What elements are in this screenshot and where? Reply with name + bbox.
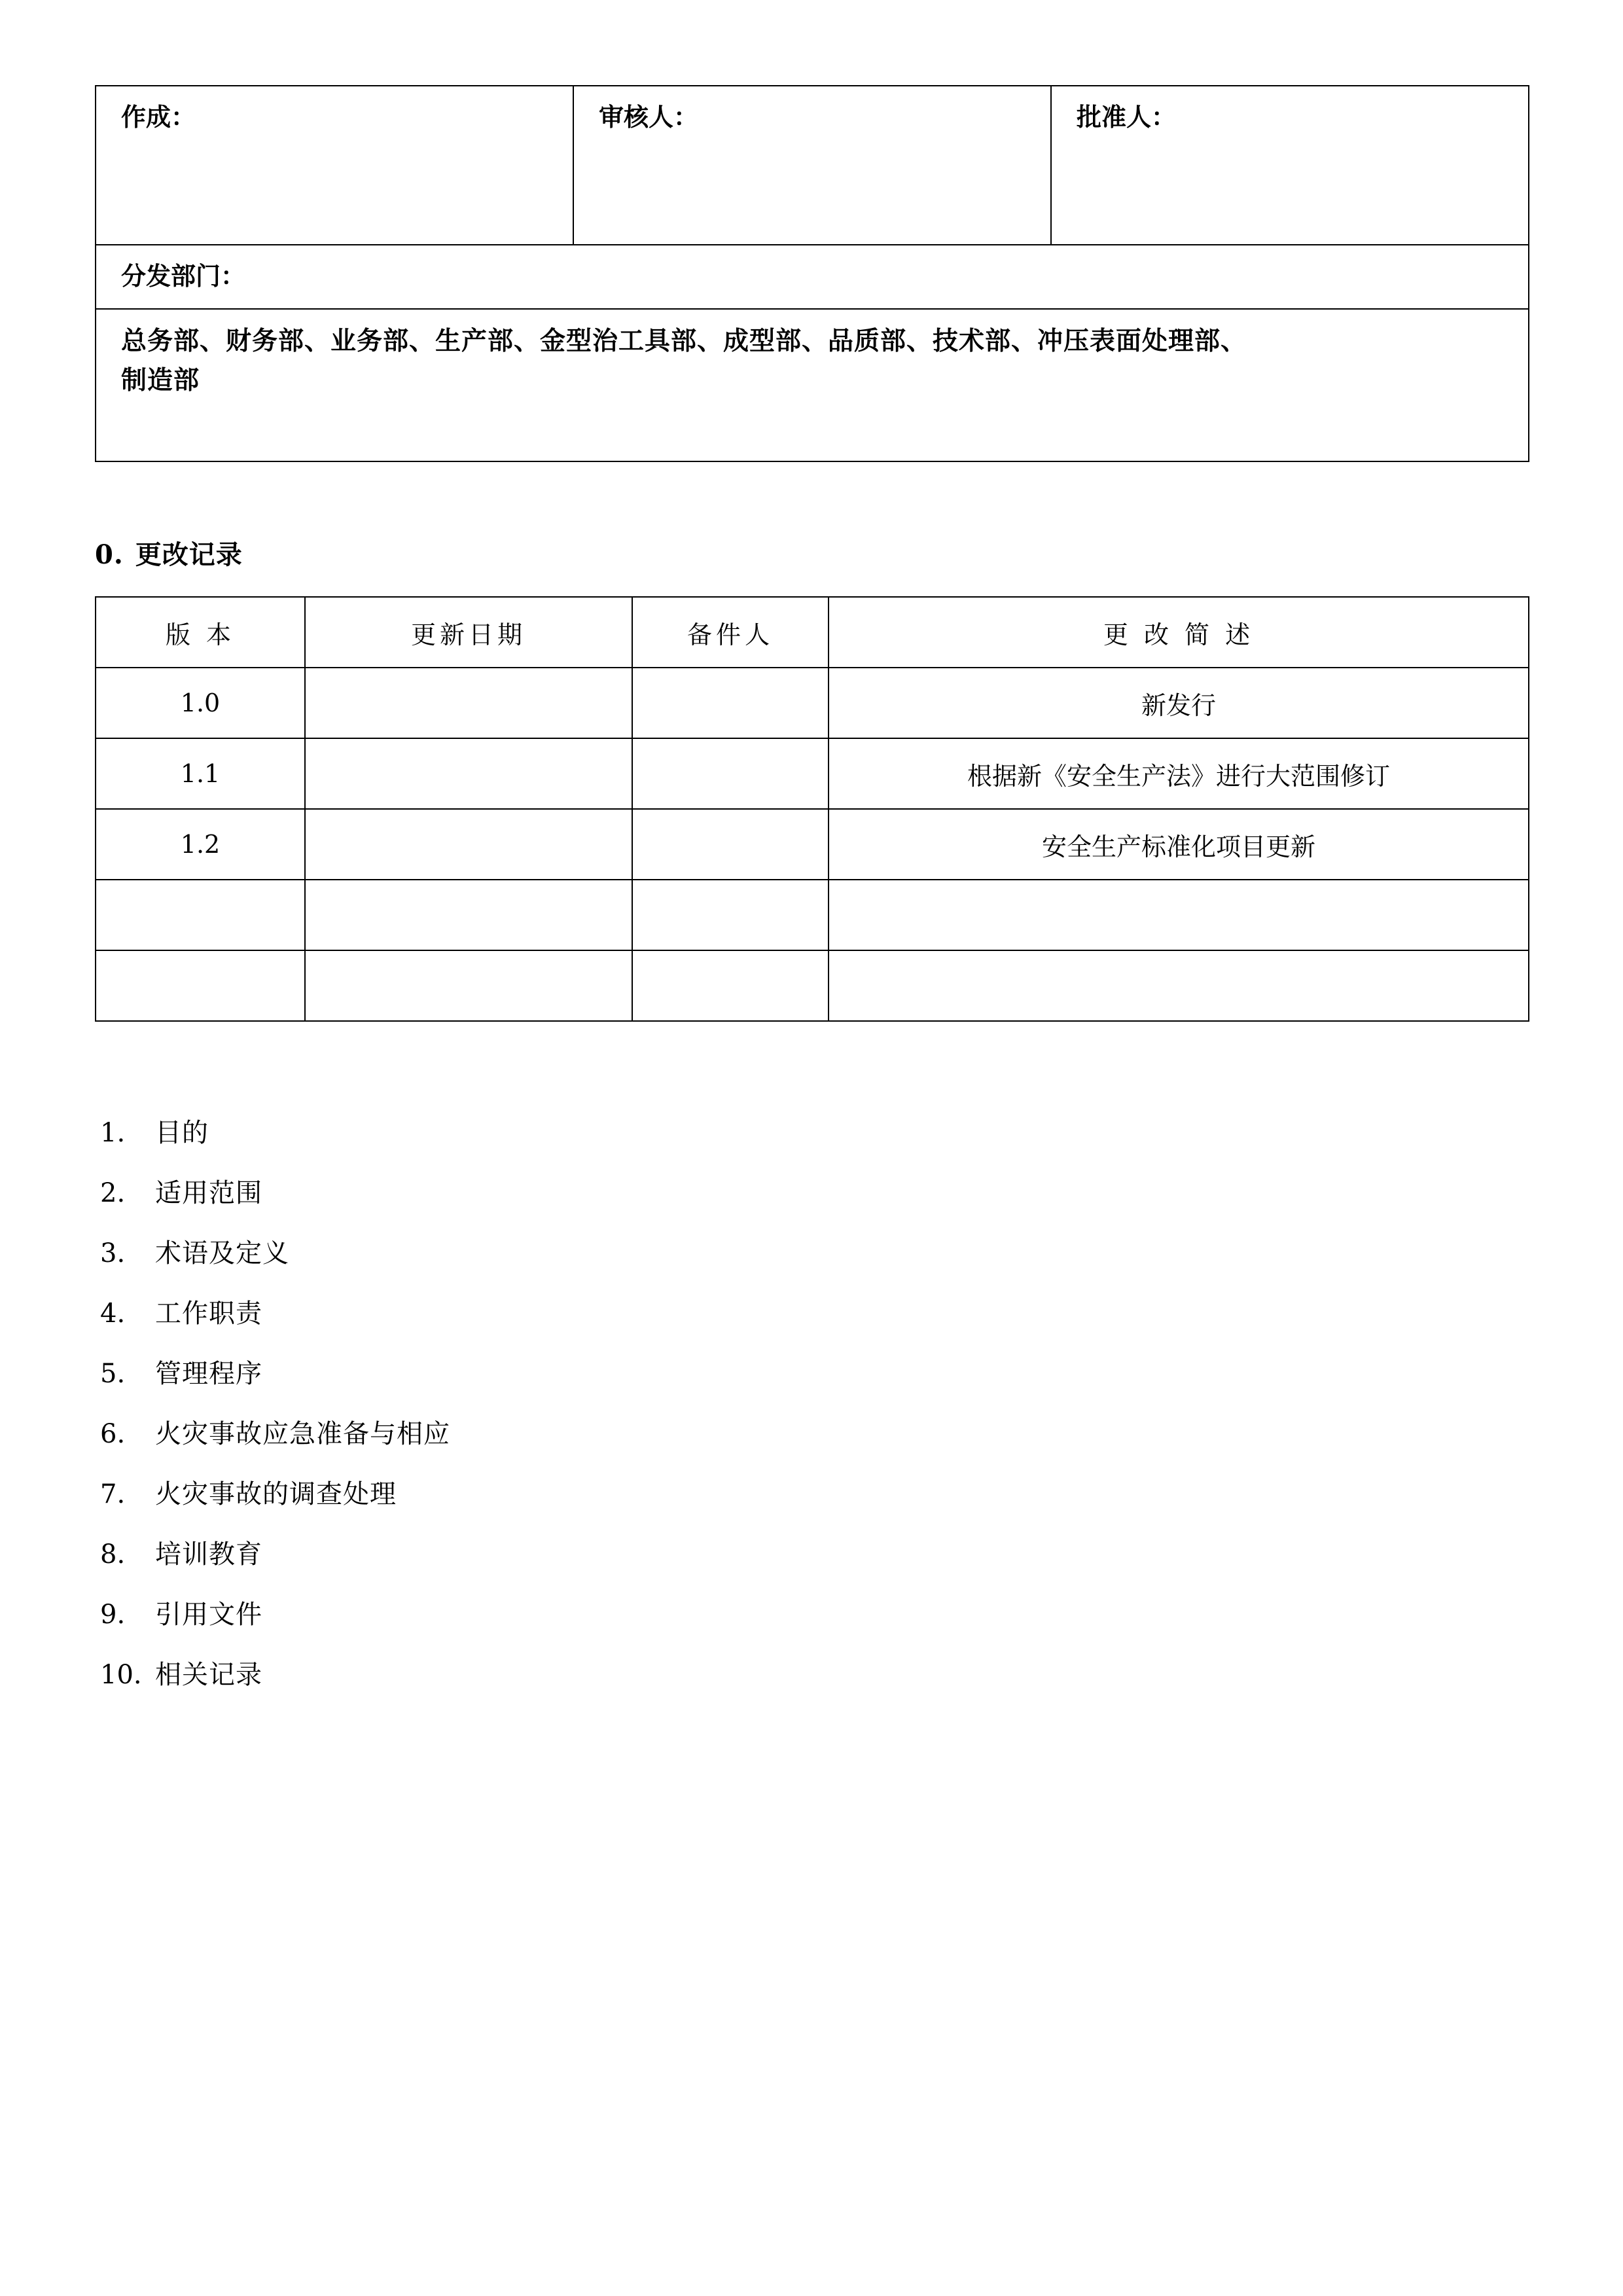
list-item-label: 火灾事故的调查处理: [155, 1479, 397, 1509]
column-header-person: 备件人: [632, 597, 829, 668]
cell-version: [96, 880, 305, 950]
list-item: [95, 1240, 1528, 1266]
cell-date: [305, 738, 632, 809]
change-record-title: 更改记录: [135, 539, 243, 570]
cell-person: [632, 809, 829, 880]
change-record-number: 0.: [95, 539, 124, 570]
list-item: [95, 1541, 1528, 1568]
author-label: 作成：: [121, 102, 196, 132]
column-header-version: 版 本: [96, 597, 305, 668]
list-item-label: 目的: [155, 1118, 209, 1148]
cell-person: [632, 880, 829, 950]
table-row: [96, 880, 1529, 950]
list-item-index: 6.: [100, 1419, 126, 1449]
approver-cell: [1051, 86, 1529, 245]
reviewer-cell: [573, 86, 1051, 245]
table-row: [96, 738, 1529, 809]
column-header-description: 更 改 简 述: [829, 597, 1529, 668]
change-record-heading: [95, 534, 1528, 571]
change-record-table: [95, 596, 1529, 1022]
list-item: [95, 1421, 1528, 1447]
table-row: [96, 809, 1529, 880]
table-row: [96, 950, 1529, 1021]
cell-date: [305, 950, 632, 1021]
distribution-body-cell: [96, 309, 1529, 461]
distribution-line-1: 总务部、财务部、业务部、生产部、金型治工具部、成型部、品质部、技术部、冲压表面处理部、: [121, 326, 1247, 356]
distribution-body-row: [96, 309, 1529, 461]
list-item-label: 火灾事故应急准备与相应: [155, 1419, 450, 1449]
distribution-label-cell: [96, 245, 1529, 309]
list-item-index: 3.: [100, 1238, 126, 1268]
signature-distribution-table: [95, 85, 1529, 462]
reviewer-label: 审核人：: [599, 102, 699, 132]
list-item: [95, 1180, 1528, 1206]
list-item-label: 适用范围: [155, 1178, 262, 1208]
list-item-index: 2.: [100, 1178, 126, 1208]
list-item: [95, 1481, 1528, 1507]
list-item-index: 10.: [100, 1660, 142, 1690]
author-cell: [96, 86, 573, 245]
list-item: [95, 1602, 1528, 1628]
cell-version: 1.2: [96, 809, 305, 880]
column-header-date: 更新日期: [305, 597, 632, 668]
cell-date: [305, 809, 632, 880]
list-item-index: 8.: [100, 1539, 126, 1570]
list-item-index: 9.: [100, 1600, 126, 1630]
list-item-label: 引用文件: [155, 1600, 262, 1630]
cell-description: 新发行: [829, 668, 1529, 738]
distribution-label-row: [96, 245, 1529, 309]
cell-date: [305, 668, 632, 738]
list-item-label: 管理程序: [155, 1359, 262, 1389]
list-item: [95, 1300, 1528, 1327]
distribution-label: 分发部门：: [121, 261, 246, 291]
list-item-label: 相关记录: [155, 1660, 262, 1690]
list-item: [95, 1361, 1528, 1387]
list-item: [95, 1662, 1528, 1688]
cell-person: [632, 668, 829, 738]
cell-version: [96, 950, 305, 1021]
approver-label: 批准人：: [1077, 102, 1177, 132]
table-row: [96, 668, 1529, 738]
cell-date: [305, 880, 632, 950]
cell-person: [632, 950, 829, 1021]
cell-version: 1.1: [96, 738, 305, 809]
table-of-contents: [95, 1120, 1528, 1688]
list-item-index: 4.: [100, 1299, 126, 1329]
list-item-index: 7.: [100, 1479, 126, 1509]
list-item-label: 工作职责: [155, 1299, 262, 1329]
cell-version: 1.0: [96, 668, 305, 738]
cell-person: [632, 738, 829, 809]
list-item: [95, 1120, 1528, 1146]
list-item-label: 术语及定义: [155, 1238, 289, 1268]
cell-description: [829, 950, 1529, 1021]
list-item-index: 1.: [100, 1118, 126, 1148]
change-table-header-row: [96, 597, 1529, 668]
cell-description: 安全生产标准化项目更新: [829, 809, 1529, 880]
list-item-index: 5.: [100, 1359, 126, 1389]
signature-row: [96, 86, 1529, 245]
cell-description: [829, 880, 1529, 950]
distribution-line-2: 制造部: [121, 365, 200, 396]
list-item-label: 培训教育: [155, 1539, 262, 1570]
cell-description: 根据新《安全生产法》进行大范围修订: [829, 738, 1529, 809]
